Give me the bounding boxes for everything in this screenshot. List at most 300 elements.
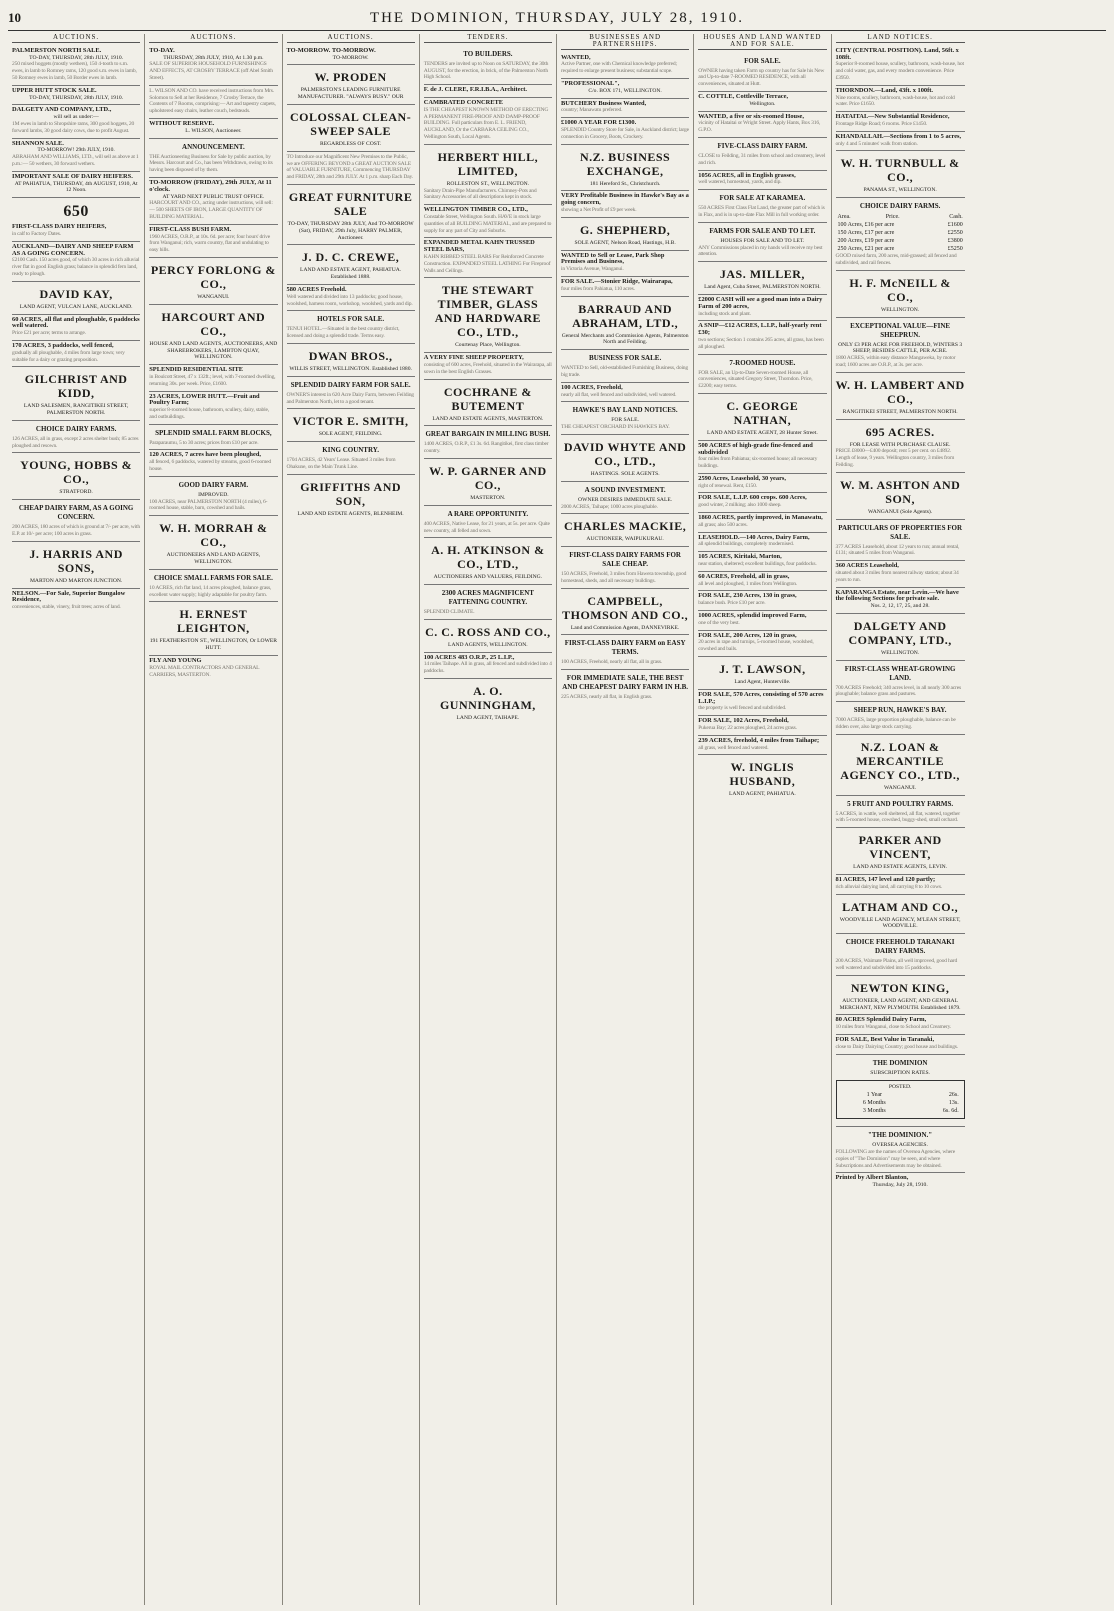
- ad-body: in Victoria Avenue, Wanganui.: [561, 266, 624, 273]
- ad-lead: 80 ACRES Splendid Dairy Farm,: [835, 1016, 927, 1024]
- ad-subtitle: WANGANUI (Sole Agents).: [868, 508, 933, 515]
- ad-body: WANTED to Sell, old-established Furnishing Business, doing big trade.: [561, 365, 688, 378]
- ad-body: only 4 and 5 minutes' walk from station.: [835, 140, 918, 147]
- ad-subtitle: WELLINGTON.: [880, 649, 920, 656]
- ad-body: all fenced, 6 paddocks, watered by streams, good 6-roomed house.: [149, 459, 271, 473]
- advertisement: [561, 191, 689, 217]
- advertisement: [561, 435, 689, 482]
- advertisement: [836, 976, 965, 1016]
- advertisement: [698, 533, 826, 553]
- ad-subtitle: Nos. 2, 12, 17, 25, and 28.: [870, 603, 930, 610]
- advertisement: [12, 589, 140, 614]
- ad-subtitle: TO-DAY, THURSDAY, 28th JULY, 1910.: [29, 94, 124, 101]
- ad-body: 200 ACRES, 180 acres of which is ground at 7/- per acre, with E.P. at 10/- per acre; 100 acres in grass.: [12, 524, 140, 538]
- advertisement: [287, 185, 415, 245]
- ad-subtitle: LAND AND ESTATE AGENTS, MASTERTON.: [432, 415, 544, 422]
- advertisement: [698, 441, 826, 474]
- advertisement: [836, 1055, 965, 1128]
- ad-heading: CHOICE DAIRY FARMS.: [859, 202, 941, 211]
- ad-body: 100 ACRES, Freehold, nearly all flat, all in grass.: [561, 659, 663, 666]
- ad-heading: CHOICE DAIRY FARMS.: [35, 424, 117, 433]
- ad-body: TENDERS are invited up to Noon on SATURDAY, the 30th AUGUST, for the erection, in brick, of the Palmerston North High School.: [423, 60, 549, 81]
- advertisement: [287, 46, 415, 66]
- column-header: TENDERS.: [424, 34, 552, 43]
- ad-body: 1960 ACRES, O.R.P., at 10s. 6d. per acre; four hours' drive from Wanganui; rich, warm country, flat and undulating to easy hills.: [149, 233, 271, 254]
- ad-body: ABRAHAM AND WILLIAMS, LTD., will sell as above at 1 p.m.:— 50 wethers, 30 forward wethers.: [12, 154, 139, 167]
- advertisement: [424, 620, 552, 653]
- advertiser-name: NEWTON KING,: [850, 980, 950, 995]
- advertiser-name: DALGETY AND COMPANY, LTD.,: [848, 618, 952, 647]
- advertisement: [149, 392, 277, 425]
- column: [694, 34, 831, 1605]
- ad-lead: WANTED, a five or six-roomed House,: [698, 112, 804, 120]
- ad-heading: HOTELS FOR SALE.: [317, 315, 385, 324]
- rates-header: Area.: [837, 214, 851, 221]
- advertisement: [149, 258, 277, 305]
- ad-body: in Boulcott Street, 47 x 132ft.; level, with 7-roomed dwelling, returning 30s. per week. Price, £1600.: [149, 373, 276, 387]
- advertisement: [561, 218, 689, 251]
- ad-body: 225 ACRES, nearly all flat, in English grass.: [561, 694, 653, 701]
- ad-body: Constable Street, Wellington South. HAVE in stock large quantities of all BUILDING MATERIAL, and are prepared to supply for any part of City and Suburbs.: [423, 213, 552, 234]
- ad-lead: FLY AND YOUNG: [149, 657, 202, 665]
- ad-body: Sanitary Drain-Pipe Manufacturers. Chimney-Pots and Sanitary Accessories of all descriptions kept in stock.: [423, 187, 537, 201]
- ad-body: TENUI HOTEL.—Situated in the best country district, licensed and doing a splendid trade. Terms easy.: [286, 326, 400, 340]
- advertisement: [836, 1127, 965, 1173]
- ad-subtitle: STRATFORD.: [59, 489, 93, 496]
- ad-lead: TO-MORROW (FRIDAY), 29th JULY, At 11 o'clock.: [149, 178, 272, 193]
- ad-lead: 60 ACRES, Freehold, all in grass,: [698, 572, 790, 580]
- ad-body: 1400 ACRES, O.R.P., £1 3s. 6d. Rangitikei, first class timber country.: [423, 441, 549, 455]
- ad-body: Active Partner, one with Chemical knowledge preferred; required to enlarge present business; substantial scope.: [561, 61, 677, 75]
- ad-lead: A VERY FINE SHEEP PROPERTY,: [423, 354, 524, 362]
- advertisement: [836, 796, 965, 829]
- ad-lead: 120 ACRES, 7 acres have been ploughed,: [149, 451, 261, 459]
- advertisement: [561, 297, 689, 351]
- ad-subtitle: SOLE AGENT, Nelson Road, Hastings, H.B.: [574, 239, 676, 246]
- ad-body: vicinity of Hataitai or Wright Street. Apply Hants, Box 316, G.P.O.: [698, 120, 821, 134]
- ad-body: SALE OF SUPERIOR HOUSEHOLD FURNISHINGS AND EFFECTS, AT CROSBY TERRACE (off Abel Smith Street).: [149, 61, 273, 81]
- ad-subtitle: ONLY £3 PER ACRE FOR FREEHOLD, WINTERS 3 SHEEP, BESIDES CATTLE, PER ACRE.: [838, 341, 963, 355]
- ad-body: in calf to Factory Dates.: [12, 230, 61, 237]
- advertiser-name: J. D. C. CREWE,: [302, 250, 400, 265]
- ad-body: 700 ACRES Freehold; 340 acres level, in all nearly 300 acres ploughable; balance grass and pastures.: [835, 684, 961, 698]
- advertiser-name: H. ERNEST LEIGHTON,: [177, 607, 250, 636]
- advertisement: [836, 828, 965, 875]
- advertiser-name: 695 ACRES.: [865, 424, 935, 439]
- ad-body: all grass, well fenced and watered.: [698, 744, 769, 751]
- ad-subtitle: C/o. BOX 171, WELLINGTON.: [588, 87, 662, 94]
- ad-subtitle: THURSDAY, 28th JULY, 1910, At 1.30 p.m.: [163, 54, 264, 61]
- ad-body: Nine rooms, scullery, bathroom, wash-house, hot and cold water. Price £1650.: [835, 94, 955, 108]
- ad-heading: CHEAP DAIRY FARM, AS A GOING CONCERN.: [18, 504, 134, 522]
- ad-subtitle: Land Agent, Cuba Street, PALMERSTON NORTH.: [704, 284, 821, 291]
- ad-lead: AUCKLAND—DAIRY AND SHEEP FARM AS A GOING CONCERN.: [12, 242, 134, 257]
- masthead: [8, 6, 1106, 31]
- column: [8, 34, 145, 1605]
- ad-subtitle: AUCTIONEER, LAND AGENT, AND GENERAL MERCHANT, NEW PLYMOUTH. Established 1879.: [839, 997, 961, 1011]
- rates-area: 100 Acres, £16 per acre: [837, 222, 895, 229]
- advertiser-name: DAVID KAY,: [39, 286, 113, 301]
- advertisement: [836, 588, 965, 614]
- ad-heading: FARMS FOR SALE AND TO LET.: [709, 226, 816, 235]
- ad-body: near station, sheltered; excellent buildings, four paddocks.: [698, 561, 817, 568]
- advertiser-name: COCHRANE & BUTEMENT: [443, 384, 532, 413]
- ad-heading: THE DOMINION: [872, 1058, 928, 1067]
- column-header: AUCTIONS.: [12, 34, 140, 43]
- advertiser-name: JAS. MILLER,: [719, 267, 805, 282]
- ad-subtitle: LAND AND ESTATE AGENTS, LEVIN.: [853, 864, 948, 871]
- ad-body: 14 miles Taihape. All in grass, all fenced and subdivided into 4 paddocks.: [423, 661, 552, 675]
- ad-lead: "PROFESSIONAL",: [561, 79, 620, 87]
- ad-body: four miles from Pahiatua; six-roomed house; all necessary buildings.: [698, 456, 818, 470]
- ad-body: close to Dairy Dairying Country; good house and buildings.: [835, 1043, 958, 1050]
- ad-subtitle: ROLLESTON ST., WELLINGTON.: [446, 180, 530, 187]
- ad-body: 5 ACRES, in wattle, well sheltered, all flat, watered, together with 5-roomed house, cowshed, buggy-shed, small orchard.: [835, 810, 960, 824]
- ad-body: THE Auctioneering Business for Sale by public auction, by Messrs. Harcourt and Co., has been Withdrawn, owing to its having been disposed of by them.: [149, 153, 273, 174]
- ad-lead: LEASEHOLD.—140 Acres, Dairy Farm,: [698, 533, 810, 541]
- advertisement: [424, 205, 552, 238]
- advertiser-name: H. F. McNEILL & CO.,: [849, 275, 951, 304]
- advertiser-name: BARRAUD AND ABRAHAM, LTD.,: [572, 301, 679, 330]
- advertiser-name: W. H. MORRAH & CO.,: [159, 521, 268, 550]
- ad-body: ROYAL MAIL CONTRACTORS AND GENERAL CARRIERS, MASTERTON.: [149, 664, 260, 678]
- advertiser-name: A. O. GUNNINGHAM,: [439, 684, 536, 713]
- ad-lead: VERY Profitable Business in Hawke's Bay as a going concern,: [561, 192, 689, 207]
- advertisement: [836, 895, 965, 935]
- advertisement: [12, 86, 140, 106]
- advertisement: [424, 278, 552, 353]
- ad-heading: FOR IMMEDIATE SALE, THE BEST AND CHEAPEST DAIRY FARM IN H.B.: [562, 674, 689, 692]
- advertisement: [836, 614, 965, 661]
- ad-subtitle: L. WILSON, Auctioneer.: [185, 127, 242, 134]
- ad-heading: FOR SALE AT KARAMEA.: [719, 194, 806, 203]
- ad-subtitle: LAND AGENT, TAIHAPE.: [456, 715, 520, 722]
- advertiser-name: PERCY FORLONG & CO.,: [150, 262, 276, 291]
- advertisement: [561, 79, 689, 99]
- advertisement: [836, 132, 965, 152]
- ad-body: Paraparaumu, 5 to 30 acres; prices from £10 per acre.: [149, 439, 259, 446]
- dairy-rates-table: [836, 213, 965, 253]
- ad-lead: IMPORTANT SALE OF DAIRY HEIFERS.: [12, 172, 133, 180]
- ad-heading: FOR SALE.: [744, 56, 781, 65]
- advertisement: [698, 138, 826, 171]
- advertisement: [149, 86, 277, 119]
- rates-area: 150 Acres, £17 per acre: [837, 230, 895, 237]
- ad-lead: £1000 A YEAR FOR £1300.: [561, 119, 637, 127]
- ad-lead: £2000 CASH will see a good man into a Dairy Farm of 200 acres,: [698, 295, 823, 310]
- column: [420, 34, 557, 1605]
- ad-body: Frontage Ridge Road; 6 rooms. Price £1450.: [835, 120, 928, 127]
- advertiser-name: COLOSSAL CLEAN-SWEEP SALE: [290, 109, 412, 138]
- advertisement: [287, 475, 415, 521]
- advertisement: [149, 425, 277, 451]
- ad-body: Price £21 per acre; terms to arrange.: [12, 330, 86, 337]
- advertisement: [424, 98, 552, 145]
- ad-body: KAHN RIBBED STEEL BARS For Reinforced Concrete Construction. EXPANDED STEEL LATHING For Fireproof Walls and Ceilings.: [423, 253, 551, 274]
- ad-subtitle: RANGITIKEI STREET, PALMERSTON NORTH.: [842, 408, 958, 415]
- advertisement: [424, 653, 552, 679]
- ad-body: two sections; Section 1 contains 265 acres, all grass, has been all ploughed.: [698, 336, 824, 350]
- ad-subtitle: TO-DAY, THURSDAY 28th JULY, And TO-MORROW (Sat), FRIDAY, 29th July, HARRY PALMER, Auctioneer.: [287, 220, 414, 241]
- columns: [8, 34, 1106, 1605]
- ad-subtitle: Land Agent, Hunterville.: [734, 679, 791, 686]
- ad-lead: 580 ACRES Freehold.: [286, 285, 347, 293]
- ad-body: balance bush. Price £10 per acre.: [698, 600, 766, 607]
- ad-body: SPLENDID Country Store for Sale, in Auckland district; large connection in Grocery, Boots, Crockery.: [561, 126, 689, 140]
- ad-body: £2100 Cash. 150 acres good, of which 30 acres in rich alluvial river flat in good English grass; balance in splendid fern land, ready to plough.: [12, 257, 140, 277]
- ad-body: 150 ACRES, Freehold, 3 miles from Hawera township, good homestead, sheds, and all necessary buildings.: [561, 571, 687, 584]
- ad-body: PRICE £8000—£400 deposit; rent 5 per cent. on £4892. Length of lease, 9 years. Wellington country, 3 miles from Feilding.: [835, 448, 955, 468]
- advertisement: [561, 670, 689, 704]
- advertisement: [836, 112, 965, 132]
- advertisement: [12, 105, 140, 138]
- ad-body: one of the very best.: [698, 619, 740, 626]
- ad-subtitle: FOR LEASE WITH PURCHASE CLAUSE.: [849, 441, 951, 448]
- advertiser-name: A. H. ATKINSON & CO., LTD.,: [431, 543, 545, 572]
- advertiser-name: LATHAM AND CO.,: [842, 899, 959, 914]
- ad-subtitle: LAND AGENTS, WELLINGTON.: [448, 641, 528, 648]
- ad-body: THE CHEAPEST ORCHARD IN HAWKE'S BAY.: [561, 424, 670, 431]
- column: [145, 34, 282, 1605]
- ad-body: the property is well fenced and subdivided.: [698, 705, 787, 712]
- advertisement: [287, 285, 415, 311]
- advertisement: [561, 350, 689, 383]
- ad-heading: A SOUND INVESTMENT.: [584, 485, 666, 494]
- ad-lead: WITHOUT RESERVE.: [149, 119, 215, 127]
- ad-figure: 650: [63, 203, 89, 221]
- ad-body: nearly all flat, well fenced and subdivided, well watered.: [561, 391, 677, 398]
- subscription-table: [840, 1091, 961, 1115]
- advertisement: [12, 172, 140, 198]
- ad-lead: KHANDALLAH.—Sections from 1 to 5 acres,: [835, 132, 962, 140]
- ad-lead: BUTCHERY Business Wanted,: [561, 99, 647, 107]
- ad-subtitle: IMPROVED.: [198, 491, 229, 498]
- advertisement: [287, 105, 415, 152]
- ad-subtitle: AUCTIONEERS AND VALUERS, FEILDING.: [433, 574, 543, 581]
- subscription-price: 13s.: [948, 1100, 959, 1107]
- ad-heading: 7-ROOMED HOUSE.: [729, 358, 796, 367]
- advertisement: [836, 373, 965, 420]
- ad-body: country; Manawatu preferred.: [561, 107, 623, 114]
- ad-lead: 170 ACRES, 3 paddocks, well fenced,: [12, 341, 114, 349]
- advertisement: [12, 282, 140, 315]
- subscription-box: [836, 1080, 965, 1119]
- advertisement: [149, 305, 277, 365]
- advertisement: [561, 53, 689, 79]
- advertisement: [836, 561, 965, 587]
- advertiser-name: CAMPBELL, THOMSON AND CO.,: [562, 593, 689, 622]
- column-header: AUCTIONS.: [149, 34, 277, 43]
- advertisement: [561, 547, 689, 589]
- ad-heading: FIVE-CLASS DAIRY FARM.: [717, 141, 808, 150]
- advertiser-name: W. M. ASHTON AND SON,: [839, 477, 961, 506]
- advertisement: [698, 552, 826, 572]
- advertisement: [424, 145, 552, 205]
- ad-body: 200 ACRES, Waimate Plains, all well improved, good hard well watered and subdivided into 15 paddocks.: [835, 958, 958, 972]
- rates-header: Price.: [885, 214, 900, 221]
- advertisement: [698, 394, 826, 441]
- ad-subtitle: OVERSEA AGENCIES.: [872, 1142, 928, 1149]
- advertisement: [149, 516, 277, 570]
- ad-lead: FIRST-CLASS BUSH FARM.: [149, 225, 232, 233]
- advertisement: [287, 442, 415, 475]
- ad-lead: 23 ACRES, LOWER HUTT.—Fruit and Poultry Farm;: [149, 392, 260, 407]
- advertiser-name: W. H. LAMBERT AND CO.,: [835, 377, 965, 406]
- rates-area: 250 Acres, £21 per acre: [837, 246, 895, 253]
- ad-subtitle: Wellington.: [749, 100, 776, 107]
- advertisement: [836, 1015, 965, 1035]
- ad-body: 250 mixed hoggets (mostly wethers), 150 4-tooth to s.m. ewes, in lamb to Romney rams, 120 good s.m. ewes in lamb, 50 Romney ewes in lamb, 50 Border ewes in lamb.: [12, 61, 137, 81]
- ad-body: SPLENDID CLIMATE.: [423, 609, 475, 616]
- ad-subtitle: TO-MORROW.: [332, 54, 369, 61]
- advertiser-name: CHARLES MACKIE,: [564, 519, 687, 534]
- ad-subtitle: WELLINGTON.: [880, 306, 920, 313]
- subscription-label: POSTED.: [888, 1084, 912, 1091]
- ad-body: 400 ACRES, Native Lease, for 21 years, at 5s. per acre. Quite new country, all felled and sown.: [423, 520, 550, 534]
- ad-subtitle: WOODVILLE LAND AGENCY, M'LEAN STREET, WOODVILLE.: [839, 916, 961, 930]
- advertisement: [698, 355, 826, 394]
- ad-body: 7000 ACRES, large proportion ploughable, balance can be ridden over, also large stock carrying.: [835, 717, 956, 731]
- advertisement: [424, 353, 552, 379]
- ad-lead: C. COTTLE, Cottleville Terrace,: [698, 92, 789, 100]
- advertisement: [12, 198, 140, 242]
- ad-subtitle: OWNER DESIRES IMMEDIATE SALE.: [578, 496, 673, 503]
- advertisement: [698, 755, 826, 801]
- ad-body: all grass; also 500 acres.: [698, 521, 748, 528]
- advertisement: [561, 118, 689, 144]
- ad-heading: ANNOUNCEMENT.: [182, 142, 245, 151]
- ad-lead: 500 ACRES of high-grade fine-fenced and subdivided: [698, 441, 813, 456]
- ad-lead: 60 ACRES, all flat and ploughable, 6 paddocks well watered.: [12, 315, 140, 330]
- ad-lead: SPLENDID RESIDENTIAL SITE: [149, 366, 244, 374]
- ad-heading: FIRST-CLASS DAIRY FARMS FOR SALE CHEAP.: [569, 551, 681, 569]
- advertisement: [698, 690, 826, 716]
- ad-body: Superior 8-roomed house, scullery, bathroom, wash-house, hot and cold water, gas, and every modern convenience. Price £3950.: [835, 61, 964, 81]
- advertiser-name: DWAN BROS.,: [308, 348, 393, 363]
- ad-body: 1800 ACRES, within easy distance Mangaweka, by motor road; 1600 acres are O.R.P., at 3s. per acre.: [835, 355, 956, 368]
- ad-body: four miles from Pahiatua, 110 acres.: [561, 285, 635, 292]
- ad-subtitle: TO-MORROW! 29th JULY, 1910.: [37, 147, 115, 154]
- ad-body: Pukerua Bay; 22 acres ploughed, 24 acres grass.: [698, 725, 797, 732]
- column-header: LAND NOTICES.: [836, 34, 965, 43]
- ad-lead: FOR SALE, Best Value in Taranaki,: [835, 1036, 935, 1044]
- advertisement: [424, 238, 552, 278]
- ad-lead: FOR SALE, 230 Acres, 130 in grass,: [698, 592, 797, 600]
- ad-heading: BUSINESS FOR SALE.: [589, 354, 662, 363]
- ad-heading: GOOD DAIRY FARM.: [178, 480, 249, 489]
- ad-subtitle: TO-DAY, THURSDAY, 28th JULY, 1910.: [29, 54, 124, 61]
- ad-lead: 105 ACRES, Kiritaki, Marton,: [698, 553, 782, 561]
- advertisement: [836, 86, 965, 112]
- advertisement: [12, 367, 140, 421]
- subscription-period: 6 Months: [862, 1100, 886, 1107]
- advertisement: [836, 1173, 965, 1192]
- advertisement: [424, 538, 552, 585]
- ad-body: well watered, homestead, yards, and dip.: [698, 179, 782, 186]
- advertisement: [12, 421, 140, 454]
- ad-lead: CITY (CENTRAL POSITION). Land, 56ft. x 108ft.: [835, 46, 959, 61]
- ad-heading: EXCEPTIONAL VALUE—FINE SHEEPRUN.: [850, 321, 951, 339]
- rates-cash: £3800: [947, 238, 963, 245]
- advertisement: [836, 318, 965, 373]
- ad-lead: TO-DAY.: [149, 46, 175, 54]
- advertiser-name: YOUNG, HOBBS & CO.,: [20, 458, 133, 487]
- subscription-period: 3 Months: [862, 1108, 886, 1115]
- ad-lead: WANTED to Sell or Lease, Park Shop Premises and Business,: [561, 251, 665, 266]
- ad-lead: WELLINGTON TIMBER CO., LTD.,: [423, 206, 528, 214]
- ad-subtitle: will sell as under:—: [53, 114, 99, 121]
- column: [832, 34, 969, 1605]
- ad-subtitle: REGARDLESS OF COST.: [319, 140, 382, 147]
- ad-lead: 100 ACRES 483 O.R.P., 25 L.I.P.,: [423, 653, 515, 661]
- advertisement: [698, 611, 826, 631]
- advertisement: [836, 735, 965, 796]
- ad-lead: CAMBRATED CONCRETE: [423, 98, 503, 106]
- page-number: 10: [8, 10, 21, 25]
- advertisement: [561, 383, 689, 403]
- advertisement: [12, 46, 140, 86]
- ad-heading: FIRST-CLASS WHEAT-GROWING LAND.: [844, 664, 956, 682]
- ad-subtitle: LAND AGENT, VULCAN LANE, AUCKLAND.: [19, 303, 133, 310]
- ad-body: all splendid buildings, completely modernised.: [698, 541, 794, 548]
- ad-subtitle: LAND SALESMEN, RANGITIKEI STREET, PALMERSTON NORTH.: [23, 403, 129, 417]
- ad-subtitle: Land and Commission Agents, DANNEVIRKE.: [570, 624, 680, 631]
- ad-lead: PALMERSTON NORTH SALE.: [12, 46, 102, 54]
- advertisement: [698, 171, 826, 191]
- advertisement: [561, 99, 689, 119]
- advertisement: [149, 602, 277, 656]
- advertisement: [287, 344, 415, 377]
- advertisement: [698, 493, 826, 513]
- advertisement: [424, 46, 552, 85]
- ad-body: 10 ACRES, rich flat land, 14 acres ploughed, balance grass, excellent water supply; highly adaptable for poultry farm.: [149, 584, 272, 598]
- ad-body: 100 ACRES, near PALMERSTON NORTH (4 miles), 6-roomed house, stable, barn, cowshed and bails.: [149, 498, 268, 512]
- ad-subtitle: MASTERTON.: [470, 494, 506, 501]
- column: [283, 34, 420, 1605]
- advertisement: [12, 242, 140, 282]
- ad-lead: UPPER HUTT STOCK SALE.: [12, 86, 97, 94]
- advertisement: [561, 589, 689, 636]
- ad-lead: FIRST-CLASS DAIRY HEIFERS,: [12, 223, 107, 231]
- advertisement: [561, 514, 689, 547]
- ad-lead: 239 ACRES, freehold, 4 miles from Taihape;: [698, 736, 820, 744]
- ad-lead: HATAITAI.—New Substantial Residence,: [835, 113, 950, 121]
- advertisement: [698, 513, 826, 533]
- advertisement: [424, 679, 552, 725]
- advertisement: [561, 277, 689, 297]
- ad-lead: FOR SALE.—Stonier Ridge, Wairarapa,: [561, 277, 673, 285]
- ad-heading: PARTICULARS OF PROPERTIES FOR SALE.: [838, 523, 963, 541]
- ad-body: IS THE CHEAPEST KNOWN METHOD OF ERECTING A PERMANENT FIRE-PROOF AND DAMP-PROOF BUILDING. Full particulars from E. L. FRIEND, AUCKLAND, Or the CARBARA CEILING CO., Wellington South, Local Agents.: [423, 106, 549, 140]
- column: [557, 34, 694, 1605]
- ad-body: right of renewal. Rent, £150.: [698, 482, 757, 489]
- ad-lead: TO-MORROW. TO-MORROW.: [286, 46, 376, 54]
- advertisement: [698, 321, 826, 354]
- advertisement: [149, 119, 277, 139]
- advertisement: [698, 53, 826, 92]
- ad-body: TO Introduce our Magnificent New Premises to the Public, we are OFFERING BEYOND a GREAT AUCTION SALE of VALUABLE FURNITURE, Commencing THURSDAY and FRIDAY, 28th and 29th JULY. At 1 p.m. sharp Each Day.: [286, 153, 413, 181]
- ad-subtitle: MARTON AND MARTON JUNCTION.: [29, 577, 123, 584]
- ad-body: 1704 ACRES, 42 Years' Lease. Situated 3 miles from Ohakune, on the Main Trunk Line.: [286, 457, 396, 470]
- ad-lead: 1056 ACRES, all in English grasses,: [698, 171, 796, 179]
- ad-body: Well watered and divided into 13 paddocks; good house, woolshed, harness room, workshop, woolshed, yards and dip.: [286, 293, 413, 307]
- ad-lead: SHANNON SALE.: [12, 139, 64, 147]
- ad-heading: TO BUILDERS.: [463, 49, 513, 58]
- ad-subtitle: AT YARD NEXT PUBLIC TRUST OFFICE.: [162, 193, 265, 200]
- advertisement: [424, 85, 552, 98]
- ad-lead: KAPARANGA Estate, near Levin.—We have the following Sections for private sale.: [835, 588, 959, 603]
- ad-body: superior 8-roomed house, bathroom, scullery, dairy, stable, and outbuildings.: [149, 407, 269, 420]
